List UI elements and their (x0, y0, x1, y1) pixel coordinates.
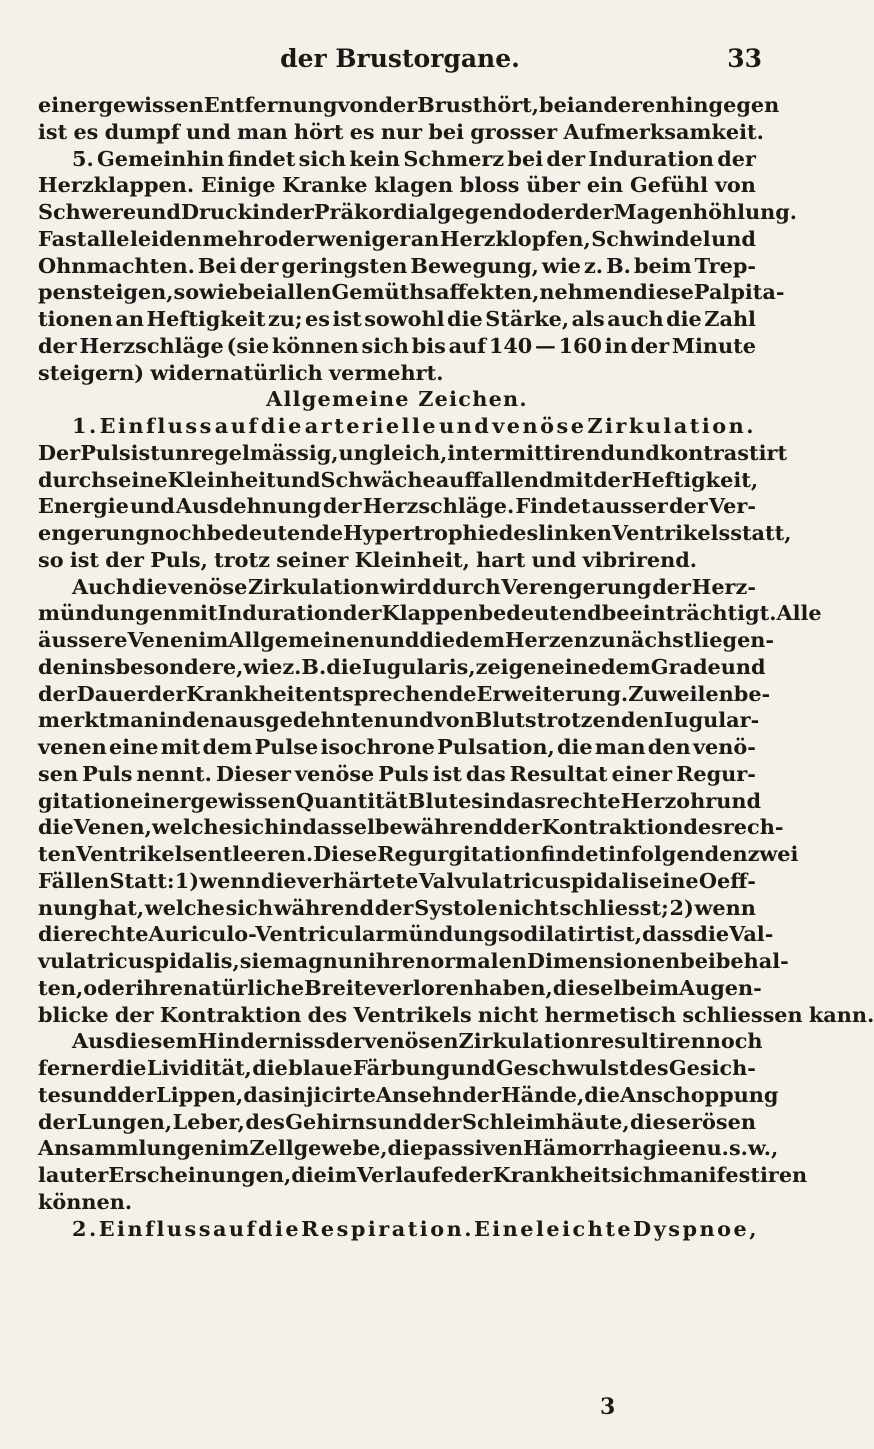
text-line: ten Ventrikels entleeren. Diese Regurgitation findet in folgenden zwei (38, 841, 799, 866)
text-line: die rechte Auriculo-Ventricularmündung so dilatirt ist, dass die Val- (38, 921, 774, 947)
signature-mark: 3 (600, 1394, 616, 1420)
running-title: der Brustorgane. (280, 44, 520, 73)
text-line: pensteigen, so wie bei allen Gemüthsaffekten, nehmen diese Palpita- (38, 279, 785, 305)
text-line: Auch die venöse Zirkulation wird durch Verengerung der Herz- (72, 573, 756, 599)
text-line: einer gewissen Entfernung von der Brust hört, bei anderen hingegen (38, 92, 780, 117)
text-line: Fast alle leiden mehr oder weniger an Herzklopfen, Schwindel und (38, 225, 756, 251)
text-line: mündungen mit Induration der Klappen bedeutend beeinträchtigt. Alle (38, 600, 822, 626)
text-line: die Venen, welche sich in dasselbe während der Kontraktion des rech- (38, 814, 784, 840)
text-line: sen Puls nennt. Dieser venöse Puls ist das Resultat einer Regur- (38, 760, 756, 786)
text-line: Herzklappen. Einige Kranke klagen bloss über ein Gefühl von (38, 172, 756, 198)
text-line: 1. Einfluss auf die arterielle und venöse Zirkulation. (72, 413, 756, 438)
text-line: merkt man in den ausgedehnten und von Blut strotzenden Iugular- (38, 707, 760, 733)
text-line: tes und der Lippen, das injicirte Ansehn der Hände, die Anschoppung (38, 1081, 779, 1107)
text-line: Fällen Statt: 1) wenn die verhärtete Valvula tricuspidalis eine Oeff- (38, 867, 756, 893)
text-line: der Herzschläge (sie können sich bis auf 140 — 160 in der Minute (38, 332, 756, 358)
text-line: den insbesondere, wie z. B. die Iugularis, zeigen eine dem Grade und (38, 653, 766, 679)
text-line: durch seine Kleinheit und Schwäche auffallend mit der Heftigkeit, (38, 466, 759, 492)
text-line: Ohnmachten. Bei der geringsten Bewegung, wie z. B. beim Trep- (38, 252, 756, 278)
text-line: Allgemeine Zeichen. (266, 386, 528, 412)
text-line: 2. Einfluss auf die Respiration. Eine leichte Dyspnoe, (72, 1215, 759, 1241)
text-line: Ansammlungen im Zellgewebe, die passiven Hämorrhagieen u. s. w., (38, 1135, 779, 1161)
text-line: können. (38, 1188, 133, 1214)
text-line: so ist der Puls, trotz seiner Kleinheit, hart und vibrirend. (38, 546, 698, 572)
text-line: tionen an Heftigkeit zu; es ist sowohl die Stärke, als auch die Zahl (38, 306, 756, 331)
text-line: der Lungen, Leber, des Gehirns und der Schleimhäute, die serösen (38, 1108, 756, 1134)
text-line: venen eine mit dem Pulse isochrone Pulsation, die man den venö- (38, 734, 756, 759)
page-number: 33 (727, 44, 762, 73)
text-line: ten, oder ihre natürliche Breite verloren haben, dieselbe im Augen- (38, 974, 762, 1000)
body-text (38, 92, 874, 1242)
text-line: gitation einer gewissen Quantität Blutes in das rechte Herzohr und (38, 787, 762, 813)
text-line: Energie und Ausdehnung der Herzschläge. Findet ausser der Ver- (38, 493, 756, 519)
text-line: lauter Erscheinungen, die im Verlaufe der Krankheit sich manifestiren (38, 1162, 808, 1187)
text-line: steigern) widernatürlich vermehrt. (38, 359, 444, 385)
text-line: äussere Venen im Allgemeinen und die dem Herzen zunächst liegen- (38, 627, 775, 652)
text-line: Aus diesem Hinderniss der venösen Zirkulation resultiren noch (72, 1028, 763, 1054)
text-line: 5. Gemeinhin findet sich kein Schmerz bei der Induration der (72, 145, 756, 171)
page-header (0, 38, 800, 78)
text-line: Schwere und Druck in der Präkordialgegend oder der Magenhöhlung. (38, 199, 798, 224)
text-line: vula tricuspidalis, sie mag nun ihre normalen Dimensionen beibehal- (38, 948, 789, 973)
text-line: blicke der Kontraktion des Ventrikels nicht hermetisch schliessen kann. (38, 1001, 874, 1027)
text-line: ferner die Lividität, die blaue Färbung und Geschwulst des Gesich- (38, 1055, 756, 1080)
text-line: engerung noch bedeutende Hypertrophie des linken Ventrikels statt, (38, 520, 792, 545)
text-line: ist es dumpf und man hört es nur bei grosser Aufmerksamkeit. (38, 118, 764, 144)
text-line: nung hat, welche sich während der Systole nicht schliesst; 2) wenn (38, 894, 756, 920)
text-line: der Dauer der Krankheit entsprechende Erweiterung. Zuweilen be- (38, 680, 771, 706)
text-line: Der Puls ist unregelmässig, ungleich, intermittirend und kontrastirt (38, 439, 788, 465)
